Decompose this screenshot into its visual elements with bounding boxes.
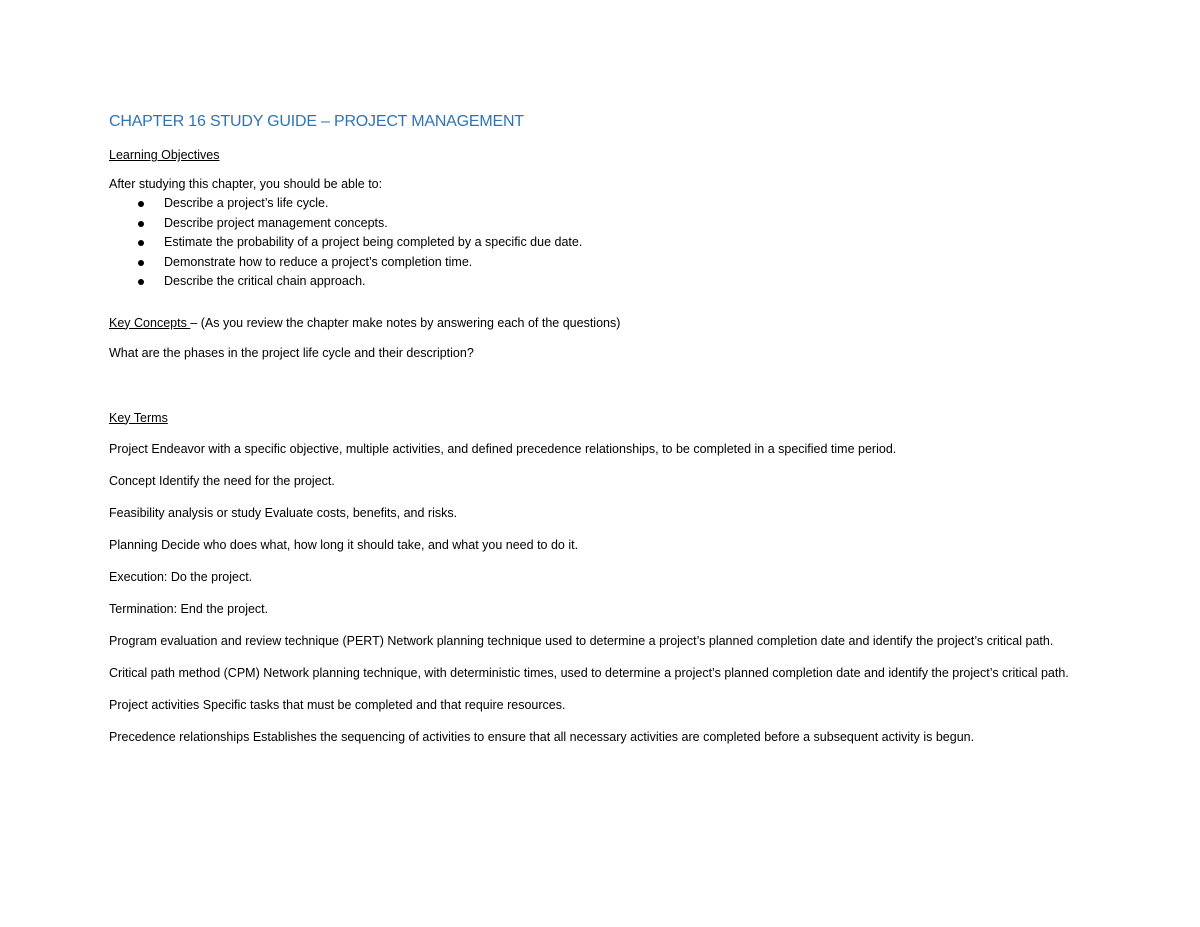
key-concepts-question: What are the phases in the project life cycle and their description? bbox=[109, 345, 474, 360]
list-item bbox=[109, 194, 1099, 214]
key-terms-heading: Key Terms bbox=[109, 410, 168, 425]
key-term-item: Feasibility analysis or study Evaluate costs, benefits, and risks. bbox=[109, 505, 458, 520]
learning-objectives-intro: After studying this chapter, you should be able to: bbox=[109, 177, 383, 191]
bullet-icon bbox=[138, 201, 144, 207]
key-concepts-heading: Key Concepts bbox=[109, 315, 191, 330]
key-term-item: Execution: Do the project. bbox=[109, 569, 253, 584]
bullet-icon bbox=[138, 240, 144, 246]
list-item-text: Describe project management concepts. bbox=[164, 215, 388, 230]
list-item-text: Demonstrate how to reduce a project’s completion time. bbox=[164, 254, 473, 269]
key-concepts-line bbox=[109, 314, 1099, 333]
key-term-item: Precedence relationships Establishes the sequencing of activities to ensure that all necessary activities are completed before a subsequent activity is begun. bbox=[109, 729, 975, 744]
key-term-item: Termination: End the project. bbox=[109, 601, 269, 616]
list-item bbox=[109, 214, 1099, 234]
page-title: CHAPTER 16 STUDY GUIDE – PROJECT MANAGEMENT bbox=[109, 113, 524, 130]
key-term-item: Project activities Specific tasks that must be completed and that require resources. bbox=[109, 697, 566, 712]
bullet-icon bbox=[138, 260, 144, 266]
learning-objectives-heading: Learning Objectives bbox=[109, 148, 220, 162]
bullet-icon bbox=[138, 221, 144, 227]
key-term-item: Project Endeavor with a specific objective, multiple activities, and defined precedence relationships, to be completed in a specified time period. bbox=[109, 441, 897, 456]
key-terms-list bbox=[109, 439, 1099, 748]
key-term-item: Planning Decide who does what, how long it should take, and what you need to do it. bbox=[109, 537, 579, 552]
document-body bbox=[109, 112, 1099, 748]
key-term-item: Concept Identify the need for the project. bbox=[109, 473, 335, 488]
list-item bbox=[109, 233, 1099, 253]
list-item bbox=[109, 253, 1099, 273]
list-item-text: Describe a project’s life cycle. bbox=[164, 196, 329, 210]
list-item bbox=[109, 272, 1099, 292]
learning-objectives-list bbox=[109, 194, 1099, 292]
key-term-item: Program evaluation and review technique (PERT) Network planning technique used to determine a project’s planned completion date and identify the project’s critical path. bbox=[109, 633, 1054, 648]
key-concepts-note: – (As you review the chapter make notes by answering each of the questions) bbox=[190, 315, 621, 330]
bullet-icon bbox=[138, 279, 144, 285]
key-term-item: Critical path method (CPM) Network planning technique, with deterministic times, used to determine a project’s planned completion date and identify the project’s critical path. bbox=[109, 665, 1069, 680]
list-item-text: Describe the critical chain approach. bbox=[164, 274, 366, 288]
list-item-text: Estimate the probability of a project being completed by a specific due date. bbox=[164, 235, 583, 249]
